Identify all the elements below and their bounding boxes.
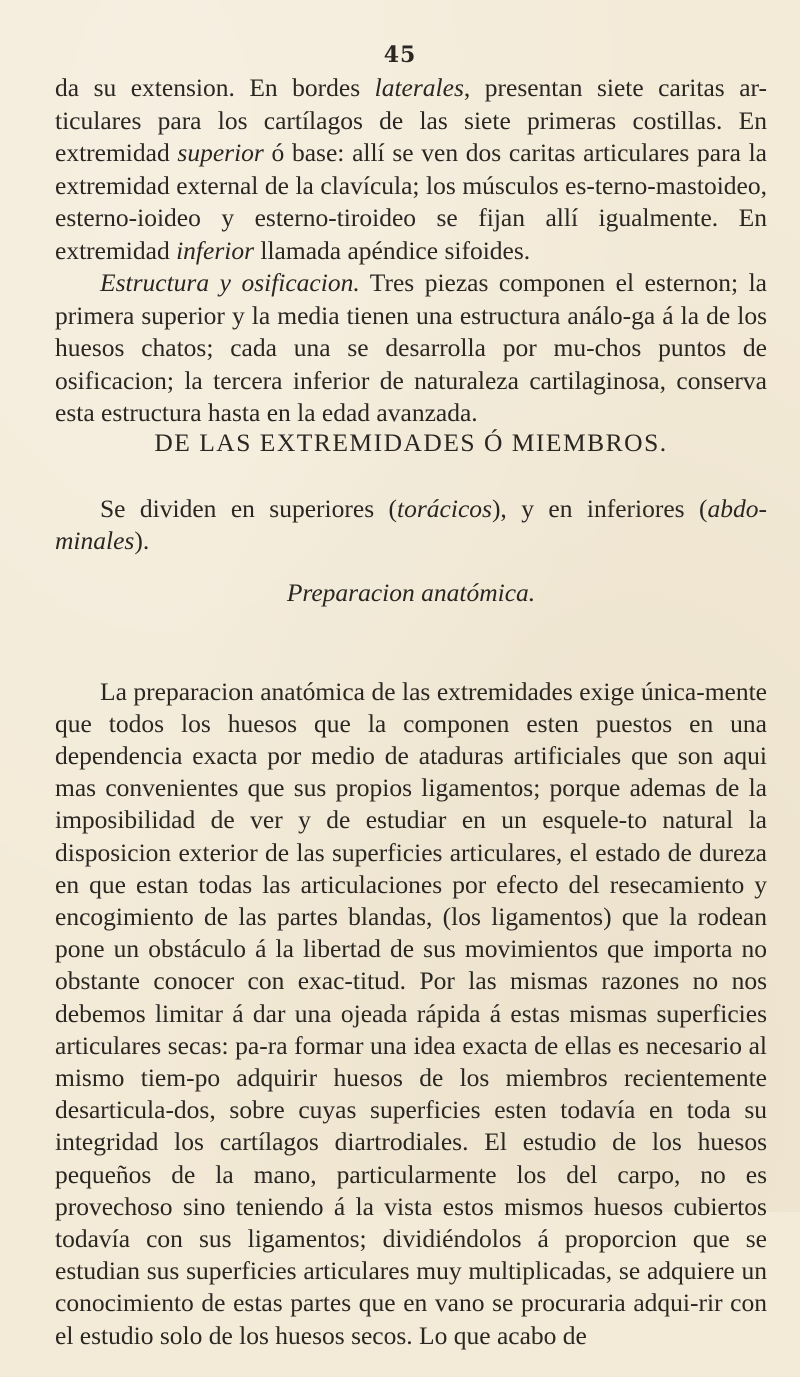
structure-text: Tres piezas componen el esternon; la primera superior y la media tienen una estructura análo-ga á la de los huesos chatos; cada una se desarrolla por mu-chos puntos de osificacion; la tercera inferior de naturaleza cartilaginosa, conserva esta estructura hasta en la edad avanzada. [55,268,767,427]
structure-lead: Estructura y osificacion. [100,268,360,297]
section-heading: DE LAS EXTREMIDADES Ó MIEMBROS. [154,428,668,457]
term-inferior: inferior [176,235,254,265]
page-number: 45 [383,42,417,68]
paragraph-division [55,467,767,583]
paragraph-preparation [55,650,767,1377]
paragraph1-part1: da su extension. En bordes [55,73,375,102]
division-part3: ). [134,526,150,555]
term-superior: superior [177,138,264,167]
preparation-text: La preparacion anatómica de las extremidades exige única-mente que todos los huesos que la componen esten puestos en una dependencia exacta por medio de ataduras artificiales que son aqui mas convenientes que sus propios ligamentos; porque ademas de la imposibilidad de ver y de estudiar en un esquele-to natural la disposicion exterior de las superficies articulares, el estado de dureza en que estan todas las articulaciones por efecto del resecamiento y encogimiento de las partes blandas, (los ligamentos) que la rodean pone un obstáculo á la libertad de sus movimientos que importa no obstante conocer con exac-titud. Por las mismas razones no nos debemos limitar á dar una ojeada rápida á estas mismas superficies articulares secas: pa-ra formar una idea exacta de ellas es necesario al mismo tiem-po adquirir huesos de los miembros recientemente desarticula-dos, sobre cuyas superficies esten todavía en toda su integridad los cartílagos diartrodiales. El estudio de los huesos pequeños de la mano, particularmente los del carpo, no es provechoso sino teniendo á la vista estos mismos huesos cubiertos todavía con sus ligamentos; dividiéndolos á proporcion que se estudian sus superficies articulares muy multiplicadas, se adquiere un conocimiento de estas partes que en vano se procuraria adqui-rir con el estudio solo de los huesos secos. Lo que acabo de [55,676,767,1350]
term-abdominales: abdo-minales [55,493,767,555]
division-part2: ), y en inferiores ( [491,493,708,523]
term-laterales: laterales [374,73,464,102]
division-part1: Se dividen en superiores ( [100,493,398,523]
paragraph-structure [55,267,767,430]
paragraph1-part3: ó base: allí se ven dos caritas articulares para la extremidad external de la clavícula; los músculos es-terno-mastoideo, esterno-ioideo y esterno-tiroideo se fijan allí igualmente. En extremidad [55,138,767,265]
paragraph1-part4: llamada apéndice sifoides. [254,235,531,265]
paragraph1-part2: , presentan siete caritas ar-ticulares para los cartílagos de las siete primeras costillas. En extremidad [55,73,768,167]
subheading-preparation: Preparacion anatómica. [286,578,536,607]
term-toracicos: torácicos [397,493,492,523]
paragraph-sternum-borders [55,72,767,430]
